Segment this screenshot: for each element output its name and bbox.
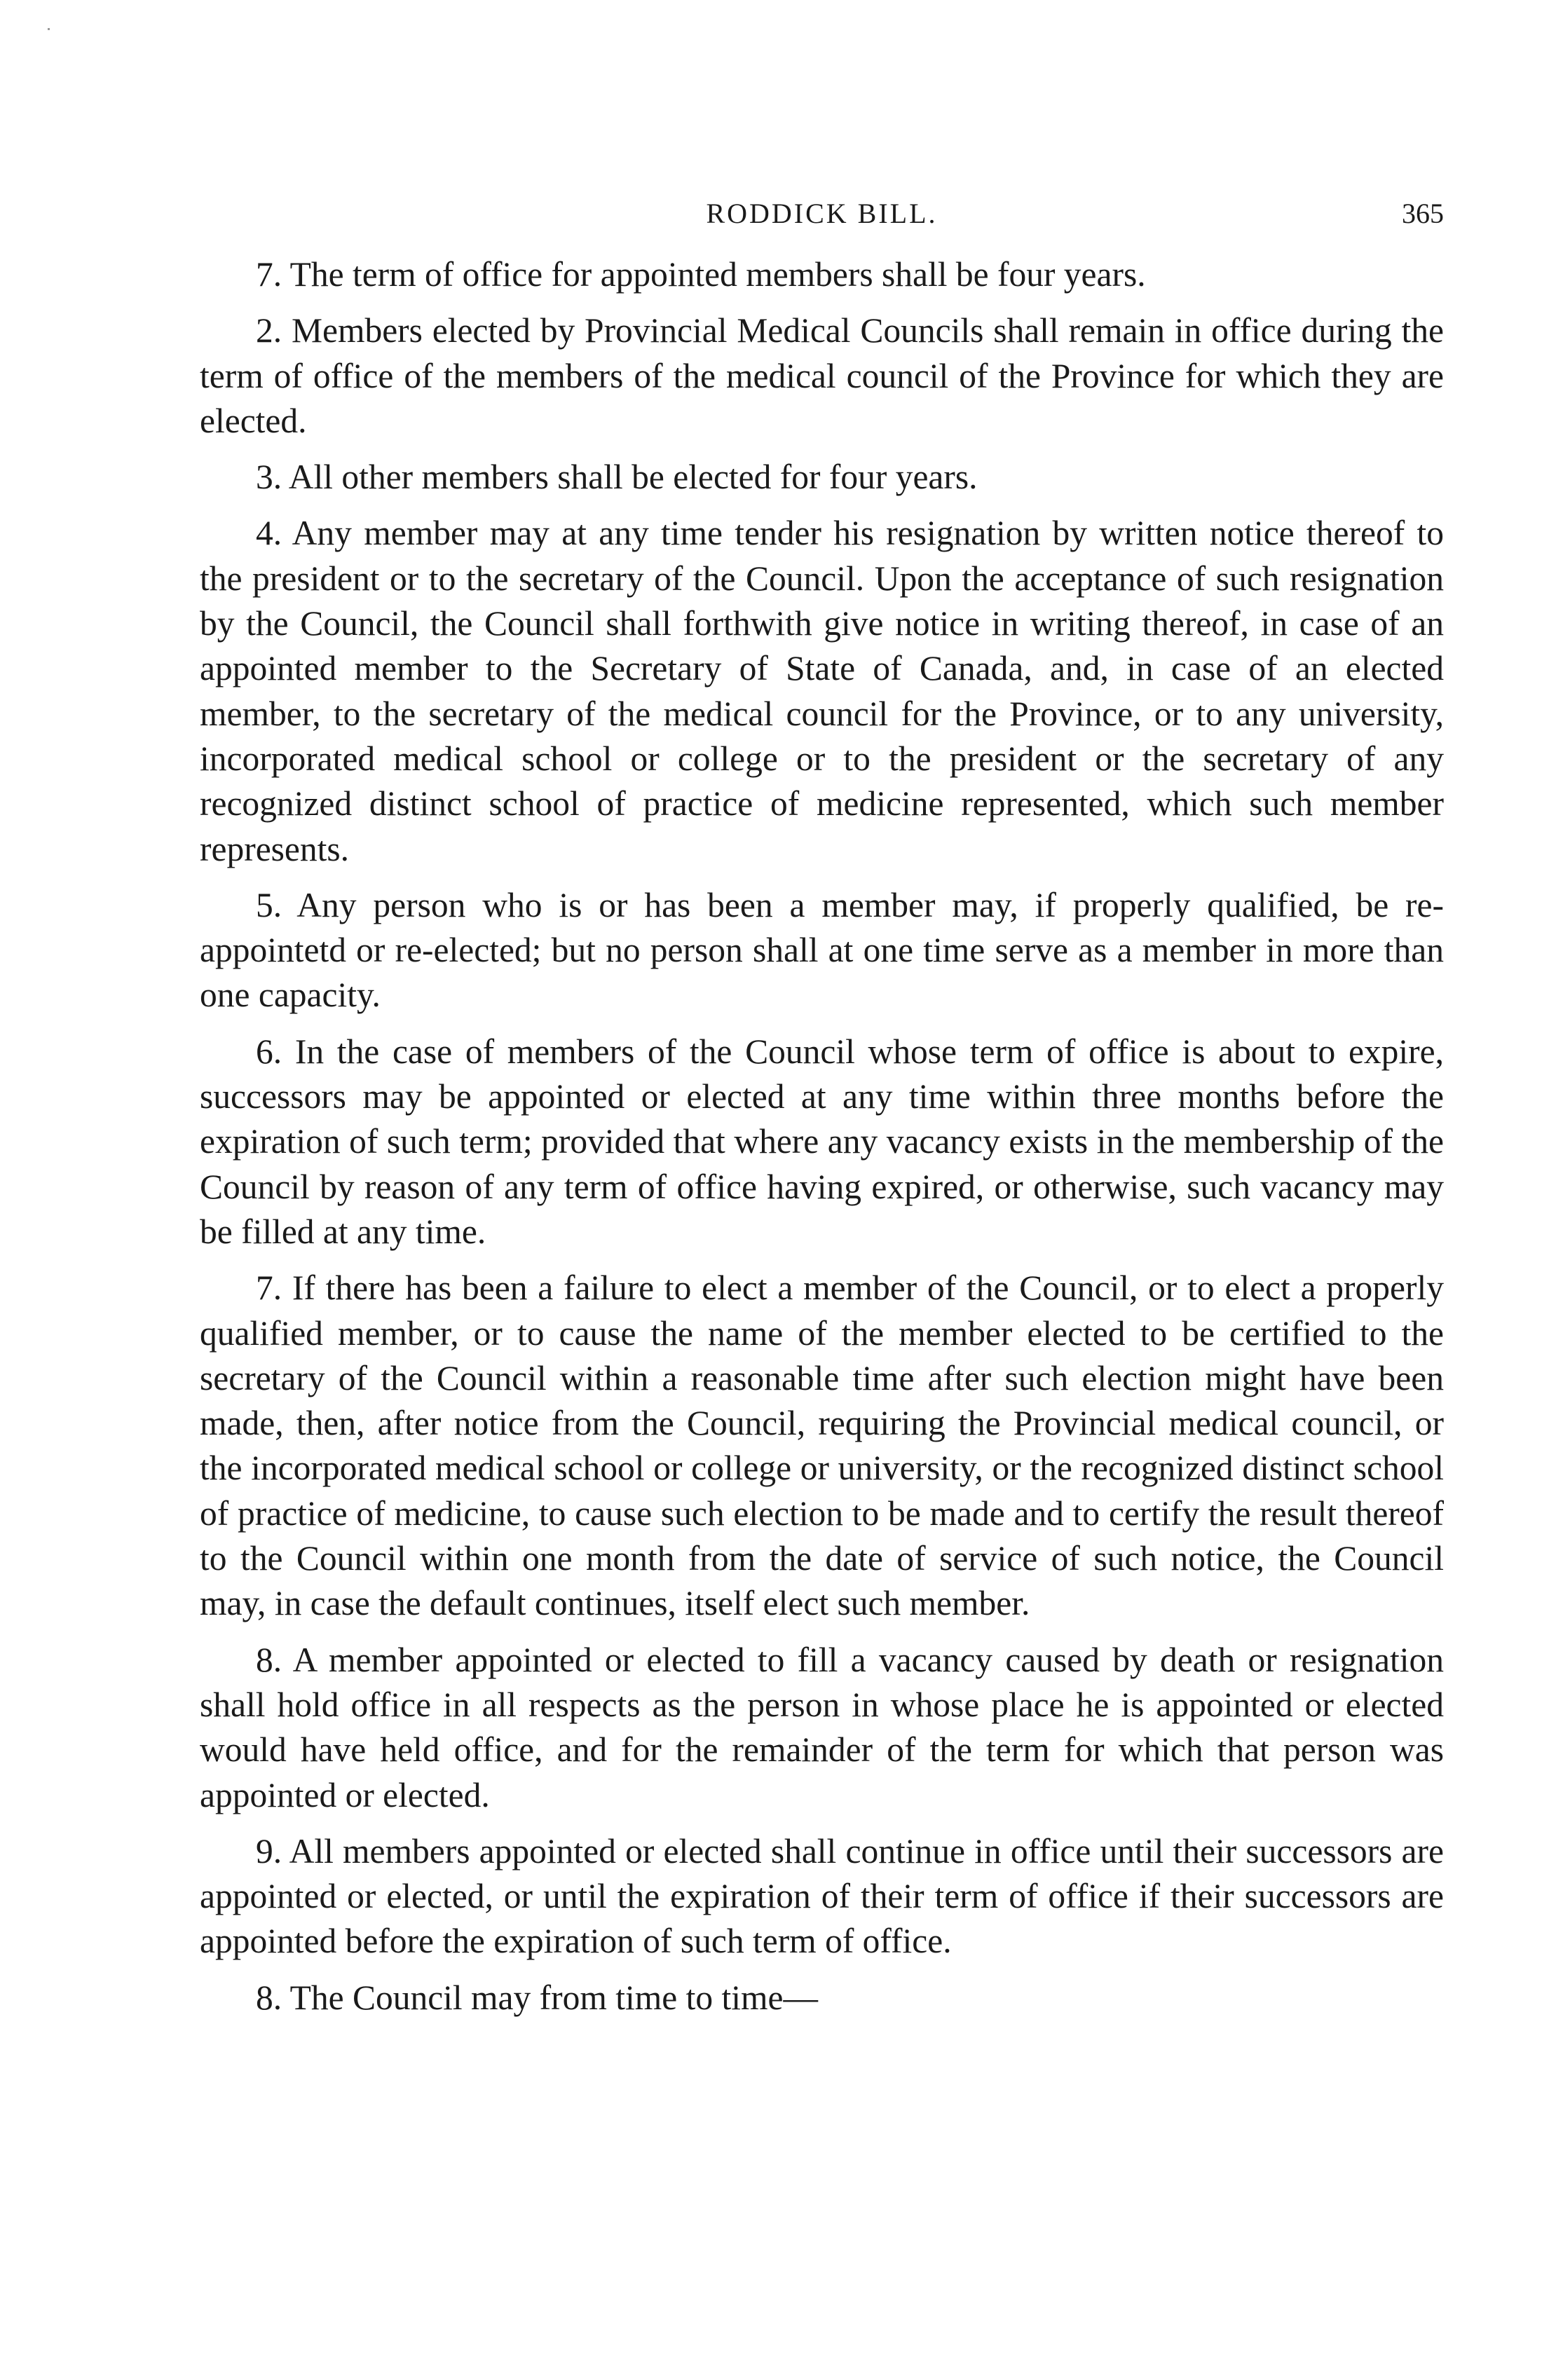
clause-7-term-of-office: 7. The term of office for appointed members shall be four years. <box>256 255 1146 294</box>
page-number: 365 <box>1402 198 1444 229</box>
body-text <box>200 252 1444 2032</box>
subclause-7-failure-to-elect: 7. If there has been a failure to elect a member of the Council, or to elect a properly qualified member, or to cause the name of the member elected to be certified to the secretary of the Council within a reasonable time after such election might have been made, then, after notice from the Council, requiring the Provincial medical council, or the incorporated medical school or college or university, or the recognized distinct school of practice of medicine, to cause such election to be made and to certify the result thereof to the Council within one month from the date of service of such notice, the Council may, in case the default continues, itself elect such member. <box>200 1268 1444 1623</box>
subclause-9-continuance: 9. All members appointed or elected shall continue in office until their successors are appointed or elected, or until the expiration of their term of office if their successors are appointed before the expiration of such term of office. <box>200 1831 1444 1961</box>
stray-ink-mark <box>48 28 50 30</box>
subclause-3-other-members: 3. All other members shall be elected for four years. <box>256 458 978 497</box>
subclause-6-successors: 6. In the case of members of the Council whose term of office is about to expire, successors may be appointed or elected at any time within three months before the expiration of such term; provided that where any vacancy exists in the membership of the Council by reason of any term of office having expired, or otherwise, such vacancy may be filled at any time. <box>200 1032 1444 1251</box>
subclause-4-resignation: 4. Any member may at any time tender his resignation by written notice thereof to the president or to the secretary of the Council. Upon the acceptance of such resignation by the Council, the Council shall forthwith give notice in writing thereof, in case of an appointed member to the Secretary of State of Canada, and, in case of an elected member, to the secretary of the medical council for the Province, or to any university, incorporated medical school or college or to the president or the secretary of any recognized distinct school of practice of medicine represented, which such member represents. <box>200 514 1444 868</box>
running-title: RODDICK BILL. <box>706 198 938 229</box>
subclause-5-reappointment: 5. Any person who is or has been a member may, if properly qualified, be re-appointetd or re-elected; but no person shall at one time serve as a member in more than one capacity. <box>200 885 1444 1015</box>
running-head <box>200 189 1444 238</box>
subclause-8-vacancy: 8. A member appointed or elected to fill a vacancy caused by death or resignation shall hold office in all respects as the person in whose place he is appointed or elected would have held office, and for the remainder of the term for which that person was appointed or elected. <box>200 1640 1444 1814</box>
subclause-2-provincial-members: 2. Members elected by Provincial Medical Councils shall remain in office during the term of office of the members of the medical council of the Province for which they are elected. <box>200 311 1444 440</box>
clause-8-council-powers: 8. The Council may from time to time— <box>256 1978 818 2017</box>
